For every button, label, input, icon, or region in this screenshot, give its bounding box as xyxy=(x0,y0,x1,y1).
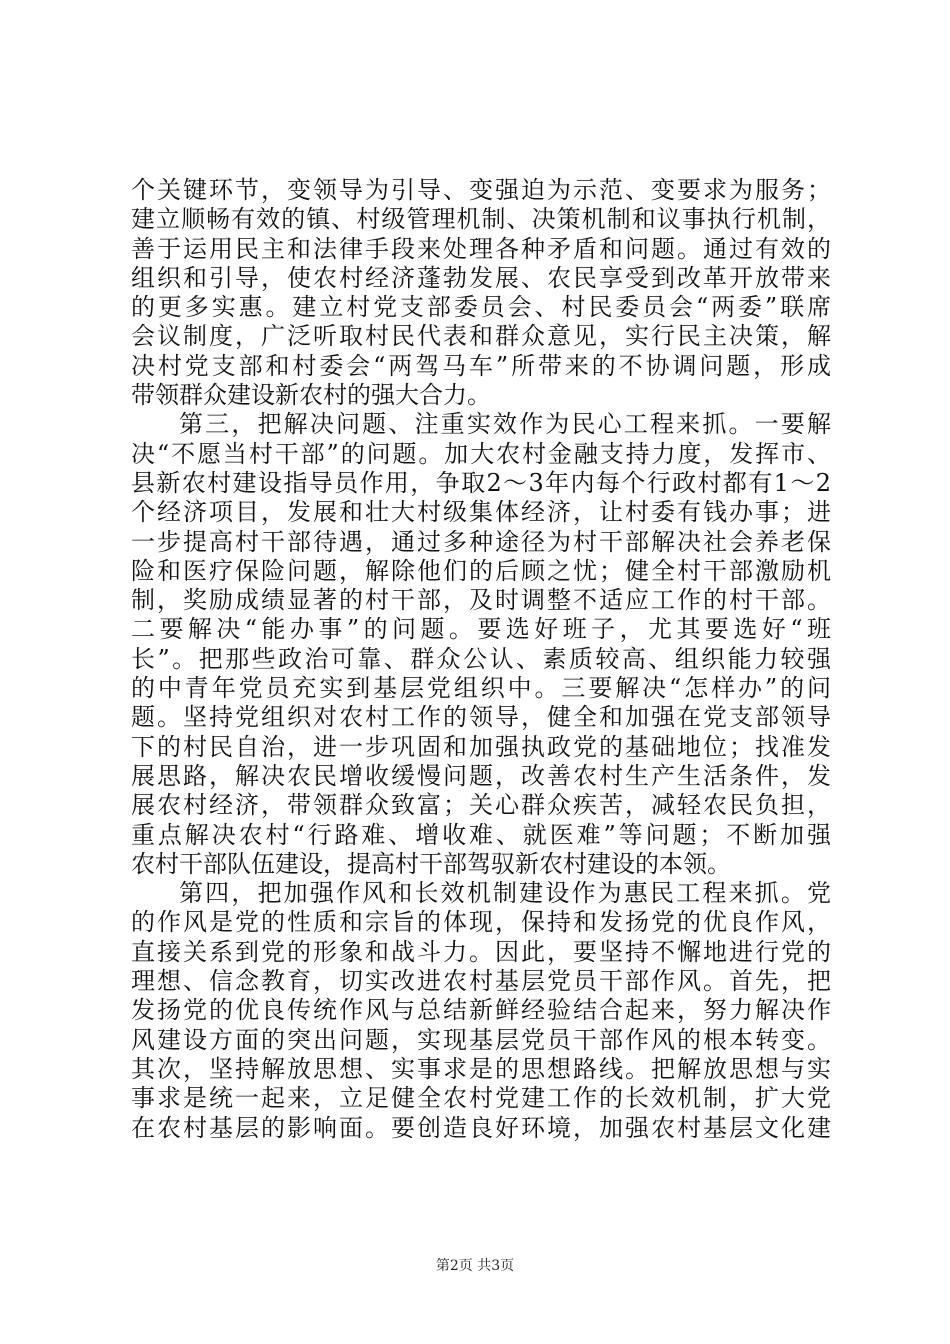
text-line: 善于运用民主和法律手段来处理各种矛盾和问题。通过有效的 xyxy=(131,234,831,263)
text-line: 题。坚持党组织对农村工作的领导，健全和加强在党支部领导 xyxy=(131,703,831,732)
text-line: 建立顺畅有效的镇、村级管理机制、决策机制和议事执行机制， xyxy=(131,205,831,234)
text-line: 会议制度，广泛听取村民代表和群众意见，实行民主决策，解 xyxy=(131,322,831,351)
text-line: 个经济项目，发展和壮大村级集体经济，让村委有钱办事；进 xyxy=(131,498,831,527)
text-line: 在农村基层的影响面。要创造良好环境，加强农村基层文化建 xyxy=(131,1113,831,1142)
text-line: 事求是统一起来，立足健全农村党建工作的长效机制，扩大党 xyxy=(131,1084,831,1113)
text-line: 展农村经济，带领群众致富；关心群众疾苦，减轻农民负担， xyxy=(131,791,831,820)
text-line: 下的村民自治，进一步巩固和加强执政党的基础地位；找准发 xyxy=(131,732,831,761)
text-line: 二要解决“能办事”的问题。要选好班子，尤其要选好“班 xyxy=(131,615,831,644)
text-line: 发扬党的优良传统作风与总结新鲜经验结合起来，努力解决作 xyxy=(131,996,831,1025)
text-line: 的更多实惠。建立村党支部委员会、村民委员会“两委”联席 xyxy=(131,293,831,322)
text-line: 一步提高村干部待遇，通过多种途径为村干部解决社会养老保 xyxy=(131,527,831,556)
text-line: 制，奖励成绩显著的村干部，及时调整不适应工作的村干部。 xyxy=(131,586,831,615)
text-line: 第四，把加强作风和长效机制建设作为惠民工程来抓。党 xyxy=(179,879,831,908)
text-line: 险和医疗保险问题，解除他们的后顾之忧；健全村干部激励机 xyxy=(131,556,831,585)
text-line: 直接关系到党的形象和战斗力。因此，要坚持不懈地进行党的 xyxy=(131,937,831,966)
text-line: 理想、信念教育，切实改进农村基层党员干部作风。首先，把 xyxy=(131,967,831,996)
text-line: 个关键环节，变领导为引导、变强迫为示范、变要求为服务； xyxy=(131,176,831,204)
text-line: 展思路，解决农民增收缓慢问题，改善农村生产生活条件，发 xyxy=(131,761,831,790)
document-body xyxy=(131,176,831,1143)
text-line: 风建设方面的突出问题，实现基层党员干部作风的根本转变。 xyxy=(131,1025,831,1054)
text-line: 第三，把解决问题、注重实效作为民心工程来抓。一要解 xyxy=(179,410,831,439)
text-line: 的作风是党的性质和宗旨的体现，保持和发扬党的优良作风， xyxy=(131,908,831,937)
text-line: 的中青年党员充实到基层党组织中。三要解决“怎样办”的问 xyxy=(131,674,831,703)
text-line: 农村干部队伍建设，提高村干部驾驭新农村建设的本领。 xyxy=(131,849,731,878)
page-footer xyxy=(0,1255,950,1275)
text-line: 组织和引导，使农村经济蓬勃发展、农民享受到改革开放带来 xyxy=(131,263,831,292)
text-line: 长”。把那些政治可靠、群众公认、素质较高、组织能力较强 xyxy=(131,644,831,673)
text-line: 其次，坚持解放思想、实事求是的思想路线。把解放思想与实 xyxy=(131,1054,831,1083)
page-number: 第2页 共3页 xyxy=(435,1258,515,1274)
text-line: 带领群众建设新农村的强大合力。 xyxy=(131,381,491,410)
text-line: 决村党支部和村委会“两驾马车”所带来的不协调问题，形成 xyxy=(131,351,831,380)
text-line: 决“不愿当村干部”的问题。加大农村金融支持力度，发挥市、 xyxy=(131,439,831,468)
text-line: 重点解决农村“行路难、增收难、就医难”等问题；不断加强 xyxy=(131,820,831,849)
text-line: 县新农村建设指导员作用，争取2～3年内每个行政村都有1～2 xyxy=(131,468,831,497)
